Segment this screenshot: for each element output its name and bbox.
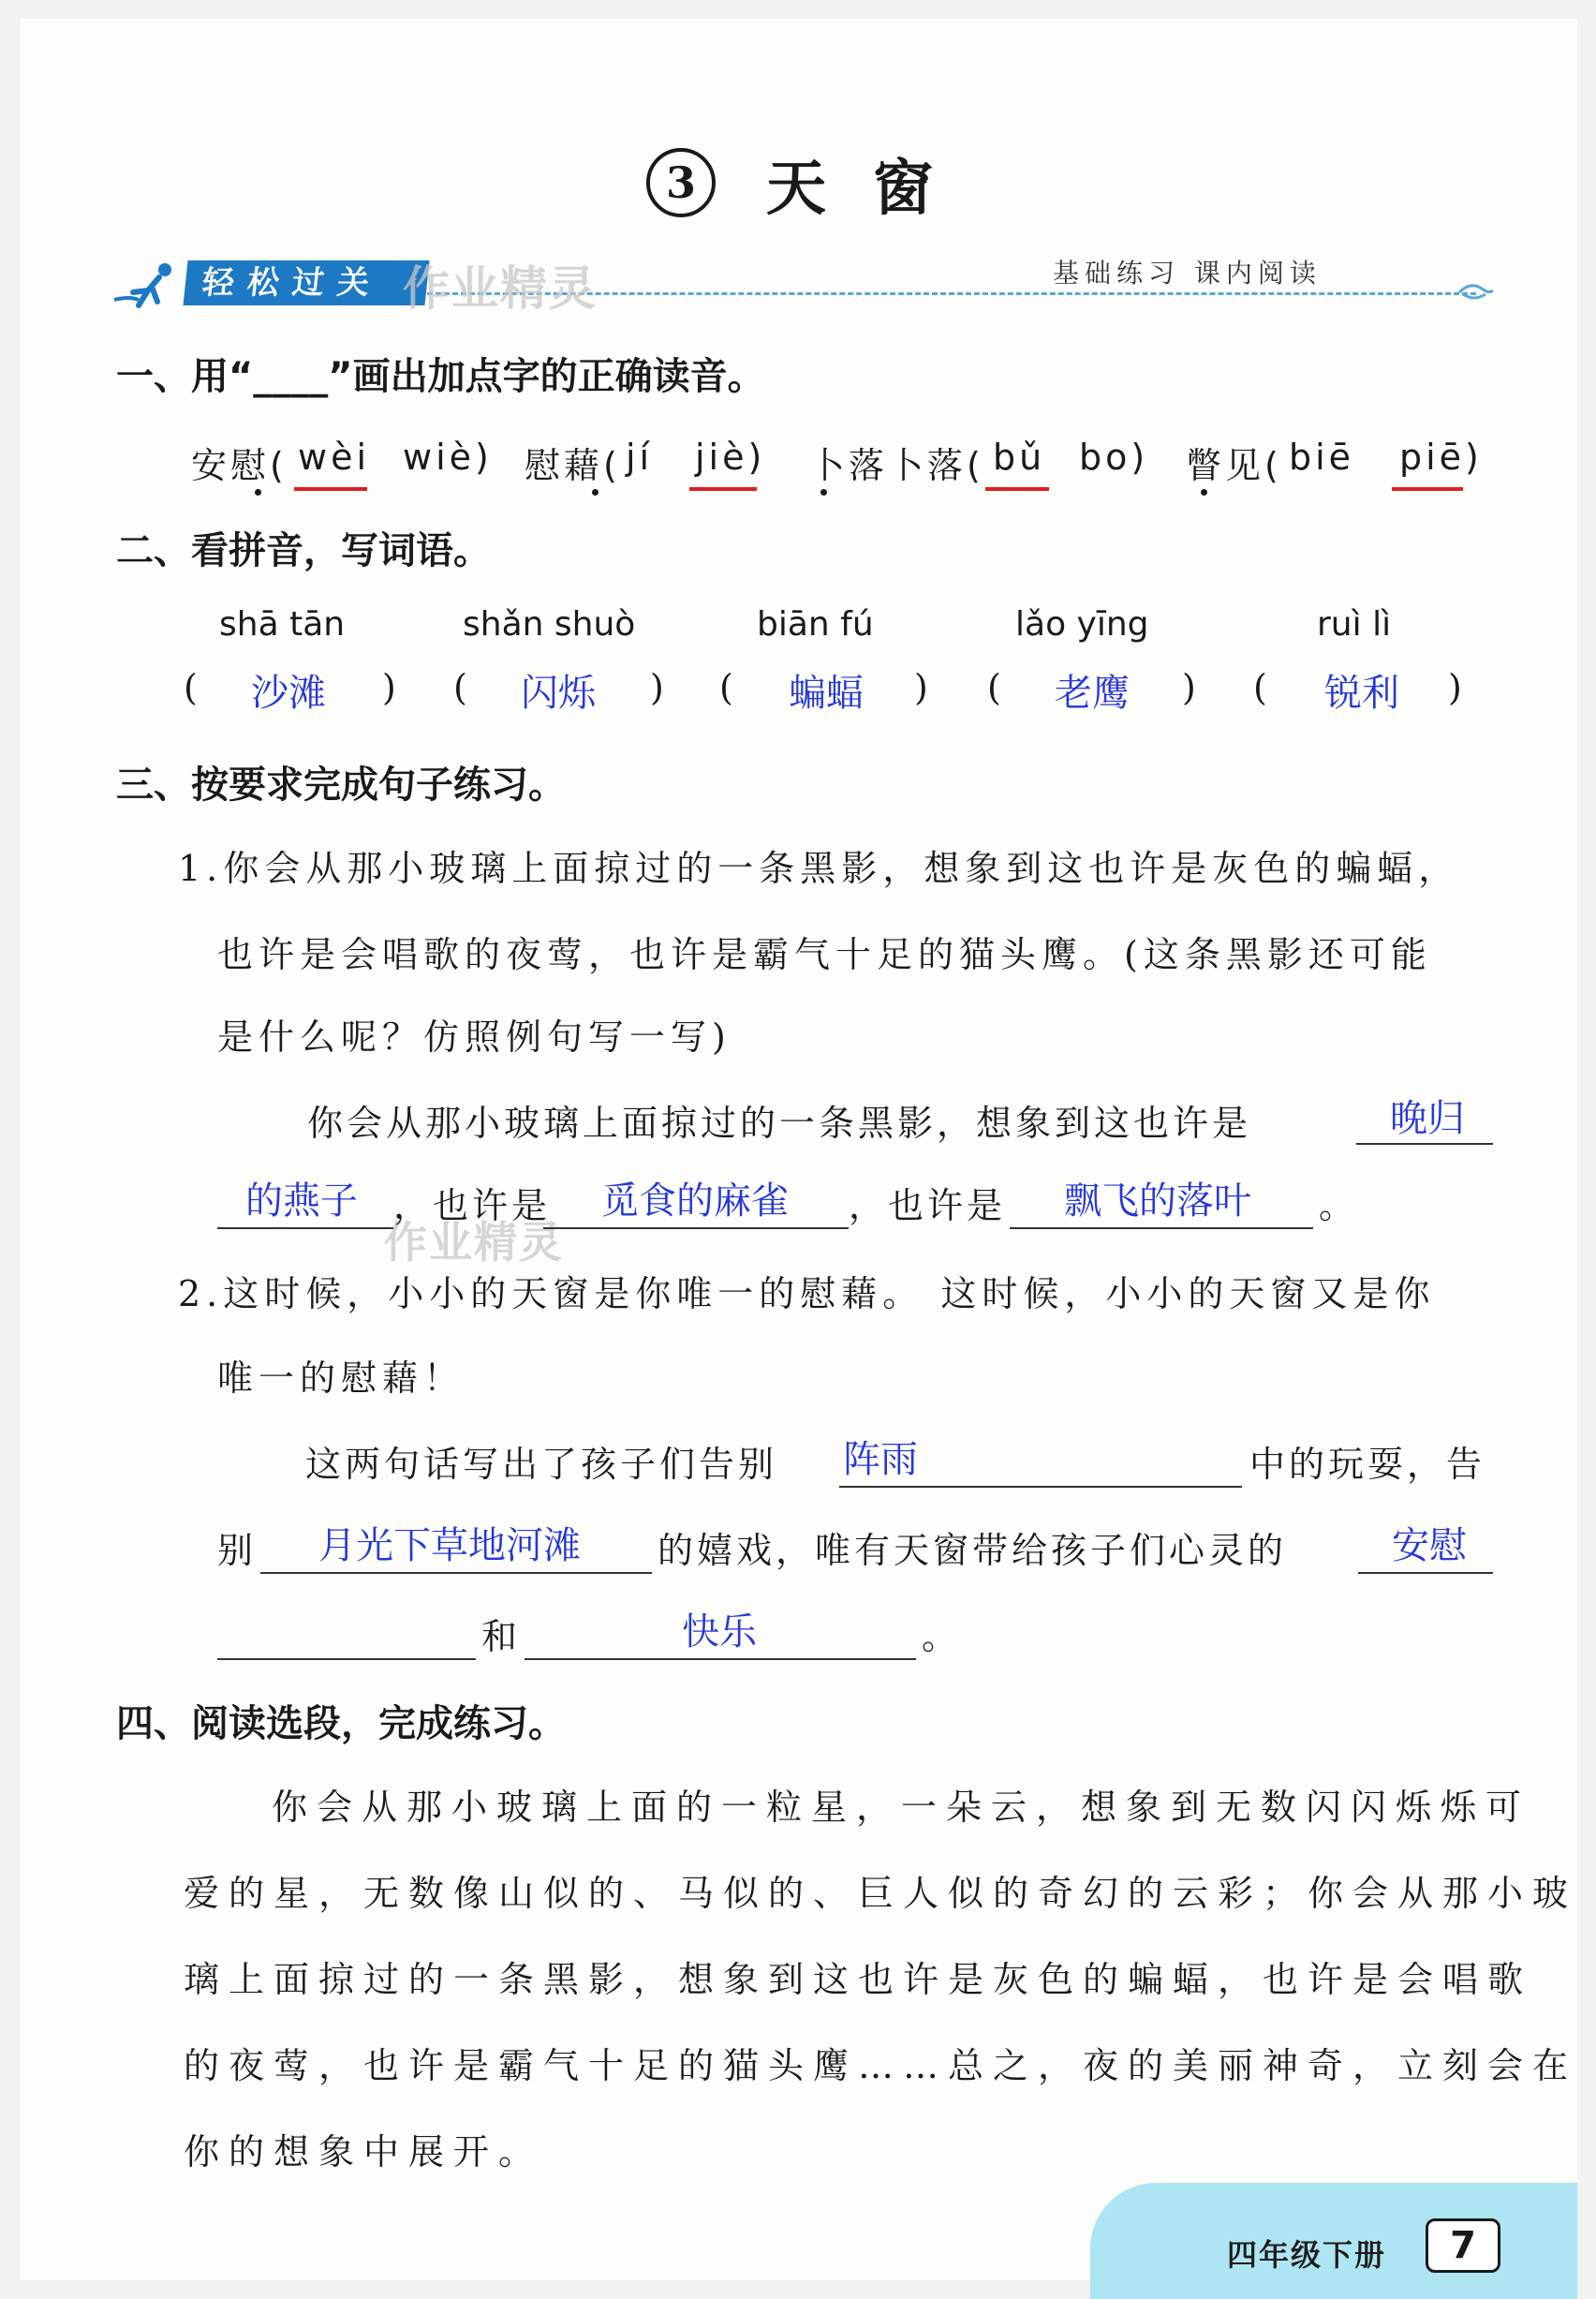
answer: 安慰 [1392,1524,1467,1567]
option: biē [1289,437,1355,478]
item-word: 慰藉( [525,445,621,486]
answer: 蝙蝠 [789,672,864,715]
emphasis-dot [1201,489,1207,496]
paren: ( [719,667,737,708]
pinyin: lǎo yīng [1015,605,1149,644]
blank-line [543,1227,849,1229]
pinyin: shā tān [219,605,346,644]
paren: ( [1253,667,1271,708]
blank-line [260,1572,652,1574]
option: jiè) [695,437,766,478]
pinyin: ruì lì [1317,605,1392,644]
option: wèi [298,437,371,478]
answer: 阵雨 [843,1438,918,1481]
item-word: 瞥见( [1186,445,1282,486]
paren: ) [1182,667,1200,708]
text: 。 [922,1616,962,1657]
blank-line [1358,1572,1493,1574]
option: wiè) [403,437,493,478]
paren: ) [1448,667,1466,708]
question-1-prompt: 你会从那小玻璃上面掠过的一条黑影，想象到这也许是 [307,1103,1252,1144]
text: 别 [217,1530,258,1571]
text: ，也许是 [393,1185,552,1226]
answer-underline [1392,487,1463,491]
option: bo) [1079,437,1149,478]
option: piē) [1399,437,1483,478]
paren: ( [453,667,471,708]
passage-line: 你会从那小玻璃上面的一粒星，一朵云，想象到无数闪闪烁烁可 [272,1787,1531,1828]
answer-underline [985,487,1049,491]
blank-line [839,1486,1242,1488]
section-4-heading: 四、阅读选段，完成练习。 [116,1702,566,1745]
question-2-line: 2.这时候，小小的天窗是你唯一的慰藉。 这时候，小小的天窗又是你 [178,1273,1436,1314]
passage-line: 爱的星，无数像山似的、马似的、巨人似的奇幻的云彩；你会从那小玻 [184,1873,1578,1914]
pinyin: biān fú [757,605,874,644]
section-2-heading: 二、看拼音，写词语。 [116,529,491,572]
answer: 老鹰 [1055,672,1130,715]
blank-line [1010,1227,1313,1229]
option: bǔ [993,437,1046,478]
text: 这两句话写出了孩子们告别 [305,1444,778,1485]
item-word: 卜落卜落( [809,445,984,486]
lesson-title: 天窗 [766,155,980,224]
blank-line [525,1658,916,1660]
passage-line: 璃上面掠过的一条黑影，想象到这也许是灰色的蝙蝠，也许是会唱歌 [184,1959,1533,2000]
answer: 月光下草地河滩 [318,1524,581,1567]
emphasis-dot [592,489,598,496]
question-1-line: 也许是会唱歌的夜莺，也许是霸气十足的猫头鹰。(这条黑影还可能 [217,934,1432,975]
grade-label: 四年级下册 [1227,2237,1387,2273]
paren: ) [382,667,400,708]
watermark: 作业精灵 [403,261,598,316]
runner-icon [111,259,182,309]
passage-line: 的夜莺，也许是霸气十足的猫头鹰……总之，夜的美丽神奇，立刻会在 [184,2045,1578,2086]
question-2-line: 唯一的慰藉！ [217,1357,466,1399]
blank-line [1356,1143,1493,1145]
answer: 的燕子 [245,1179,358,1223]
paren: ( [184,667,201,708]
answer: 闪烁 [521,672,596,715]
text: 中的玩耍，告 [1249,1444,1486,1485]
swirl-icon [1457,279,1495,304]
text: 。 [1319,1185,1359,1226]
passage-line: 你的想象中展开。 [184,2131,544,2173]
answer: 锐利 [1324,672,1399,715]
paren: ( [987,667,1005,708]
section-1-heading: 一、用“____”画出加点字的正确读音。 [116,355,765,398]
section-3-heading: 三、按要求完成句子练习。 [116,764,566,807]
text: 和 [481,1616,522,1657]
answer: 快乐 [682,1610,757,1654]
page-number: 7 [1426,2218,1500,2273]
answer-underline [689,487,757,491]
section-banner: 轻松过关 [183,260,429,305]
emphasis-dot [255,489,261,496]
item-word: 安慰( [191,445,288,486]
question-1-line: 是什么呢？仿照例句写一写) [217,1016,732,1058]
answer-underline [294,487,367,491]
blank-line [217,1658,476,1660]
banner-subtitle: 基础练习 课内阅读 [1053,258,1322,289]
emphasis-dot [820,489,827,496]
paren: ) [650,667,668,708]
paren: ) [914,667,932,708]
question-1-line: 1.你会从那小玻璃上面掠过的一条黑影，想象到这也许是灰色的蝙蝠， [178,848,1460,889]
option: jí [626,437,654,478]
text: 的嬉戏，唯有天窗带给孩子们心灵的 [658,1530,1288,1571]
answer: 飘飞的落叶 [1064,1179,1251,1223]
pinyin: shǎn shuò [463,605,636,644]
blank-line [217,1227,393,1229]
lesson-number: 3 [646,148,716,217]
answer: 觅食的麻雀 [601,1179,789,1223]
text: ，也许是 [849,1185,1007,1226]
answer: 晚归 [1390,1097,1465,1140]
watermark: 作业精灵 [384,1217,564,1268]
answer: 沙滩 [251,672,326,715]
